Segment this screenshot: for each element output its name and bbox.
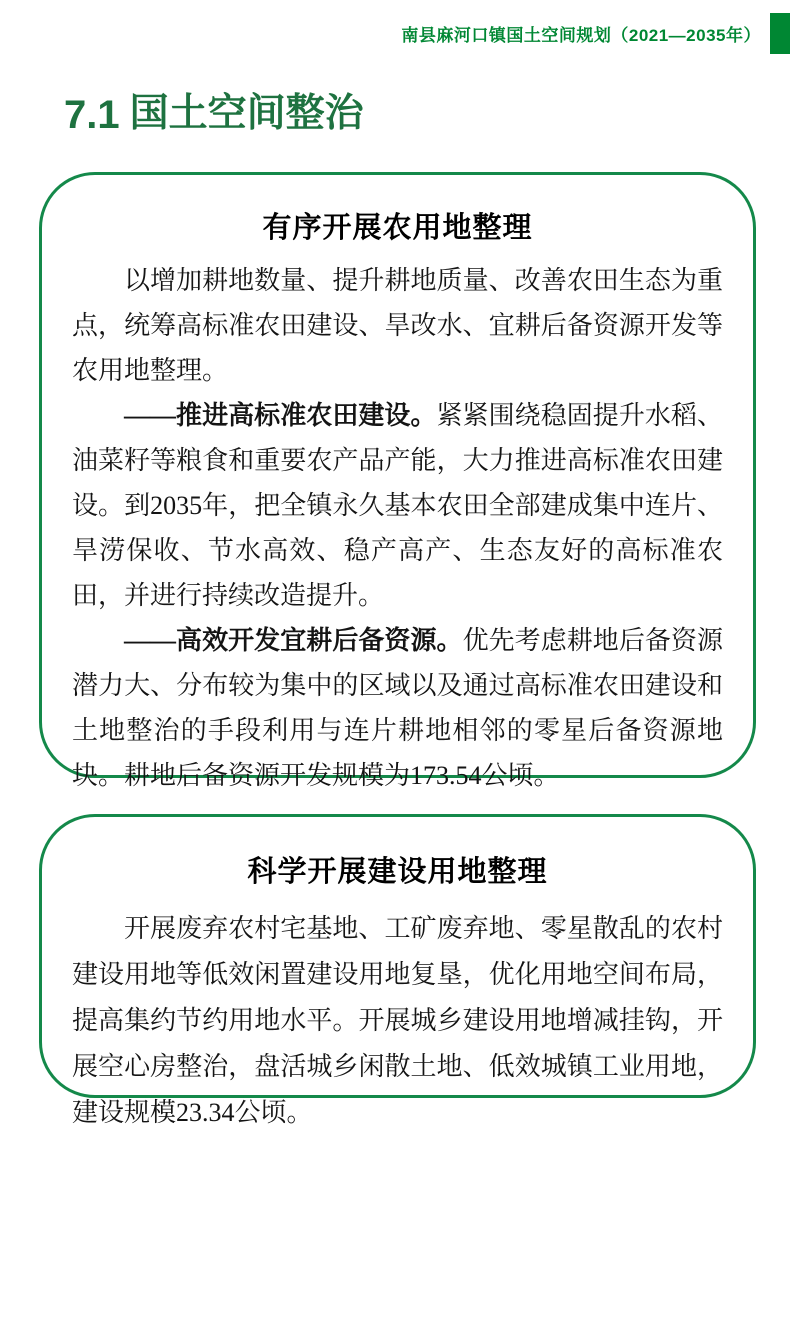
paragraph-lead: ——高效开发宜耕后备资源。 (124, 626, 463, 655)
paragraph (72, 906, 723, 1136)
card-construction-land-consolidation (39, 814, 756, 1127)
header-green-square-icon (770, 13, 790, 54)
card-heading: 有序开展农用地整理 (262, 212, 533, 244)
paragraph-text: 开展废弃农村宅基地、工矿废弃地、零星散乱的农村建设用地等低效闲置建设用地复垦，优化用地空间布局，提高集约节约用地水平。开展城乡建设用地增减挂钩，开展空心房整治，盘活城乡闲散土地、低效城镇工业用地，建设规模23.34公顷。 (72, 914, 723, 1127)
section-name: 国土空间整治 (129, 92, 364, 135)
paragraph (72, 618, 723, 798)
paragraph (72, 258, 723, 393)
card-farmland-consolidation (39, 172, 756, 790)
paragraph-text: 以增加耕地数量、提升耕地质量、改善农田生态为重点，统筹高标准农田建设、旱改水、宜耕后备资源开发等农用地整理。 (72, 266, 723, 385)
paragraph-lead: ——推进高标准农田建设。 (124, 401, 437, 430)
section-title (64, 82, 364, 138)
paragraph-text: 紧紧围绕稳固提升水稻、油菜籽等粮食和重要农产品产能，大力推进高标准农田建设。到2035年，把全镇永久基本农田全部建成集中连片、旱涝保收、节水高效、稳产高产、生态友好的高标准农田，并进行持续改造提升。 (72, 401, 723, 610)
document-header (401, 13, 793, 54)
paragraph (72, 393, 723, 618)
header-title: 南县麻河口镇国土空间规划（2021—2035年） (401, 26, 761, 45)
card-heading: 科学开展建设用地整理 (247, 856, 548, 888)
paragraph-text: 优先考虑耕地后备资源潜力大、分布较为集中的区域以及通过高标准农田建设和土地整治的手段利用与连片耕地相邻的零星后备资源地块。耕地后备资源开发规模为173.54公顷。 (72, 626, 723, 790)
section-number: 7.1 (64, 93, 120, 137)
